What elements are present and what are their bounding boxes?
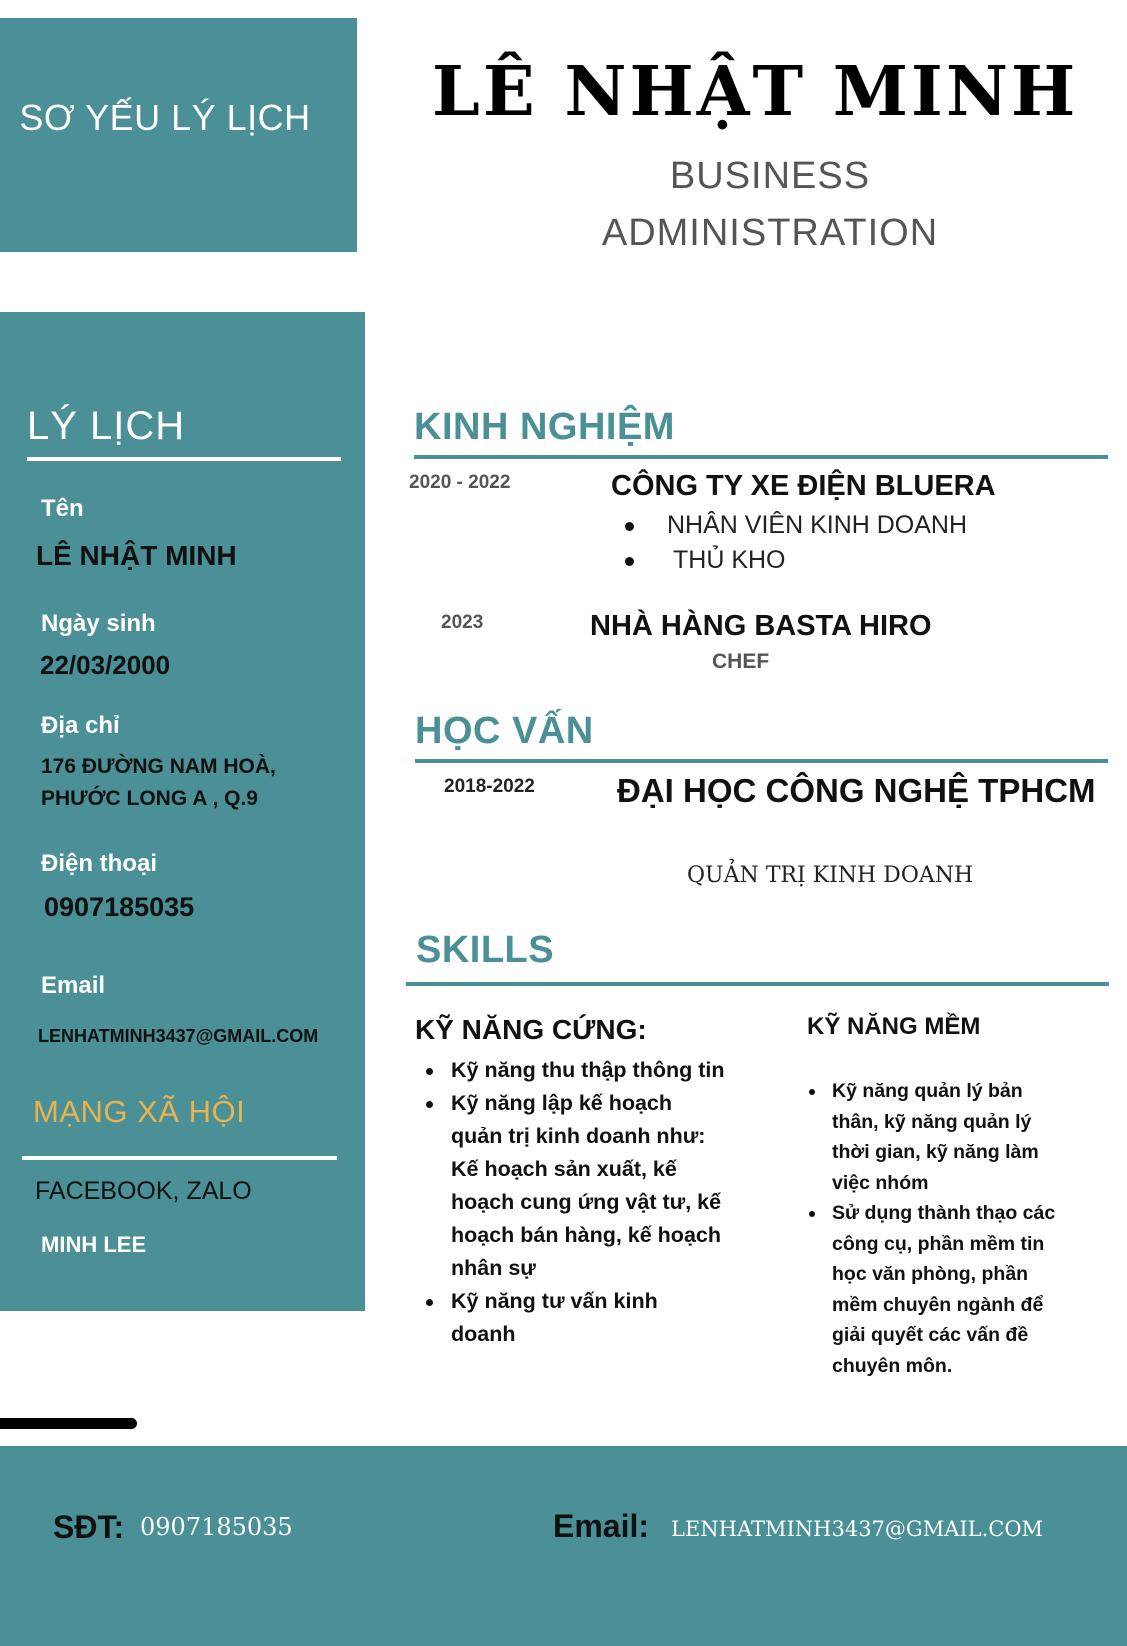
hard-skill-item: Kỹ năng thu thập thông tin (417, 1054, 727, 1087)
experience-1-role: THỦ KHO (625, 543, 967, 578)
soft-skills-title: KỸ NĂNG MỀM (807, 1013, 981, 1040)
social-divider (22, 1156, 337, 1160)
experience-1-role: NHÂN VIÊN KINH DOANH (625, 508, 967, 543)
name-label: Tên (41, 495, 84, 522)
profile-divider (27, 457, 341, 461)
skills-divider (406, 982, 1109, 986)
email-value: LENHATMINH3437@GMAIL.COM (38, 1026, 319, 1046)
phone-label: Điện thoại (41, 850, 158, 877)
footer-email-value: LENHATMINH3437@GMAIL.COM (671, 1517, 1044, 1541)
experience-2-company: NHÀ HÀNG BASTA HIRO (590, 610, 932, 642)
name-value: LÊ NHẬT MINH (36, 540, 237, 571)
experience-1-roles (625, 508, 967, 578)
social-platforms: FACEBOOK, ZALO (35, 1177, 252, 1205)
dob-label: Ngày sinh (41, 610, 156, 637)
education-years: 2018-2022 (444, 776, 535, 797)
experience-1-years: 2020 - 2022 (409, 472, 511, 493)
hard-skills-list (417, 1054, 727, 1351)
skills-title: SKILLS (416, 929, 555, 971)
experience-2-years: 2023 (441, 612, 484, 633)
document-type-title: SƠ YẾU LÝ LỊCH (19, 97, 311, 138)
contact-footer (0, 1446, 1127, 1646)
education-title: HỌC VẤN (415, 710, 594, 752)
footer-phone-label: SĐT: (53, 1509, 125, 1545)
decorative-bar (0, 1418, 137, 1429)
education-major: QUẢN TRỊ KINH DOANH (687, 863, 974, 888)
address-label: Địa chỉ (41, 712, 120, 739)
candidate-name-heading: LÊ NHẬT MINH (432, 52, 1079, 132)
social-title: MẠNG XÃ HỘI (33, 1094, 246, 1129)
education-school: ĐẠI HỌC CÔNG NGHỆ TPHCM (617, 772, 1096, 809)
experience-2-role: CHEF (712, 650, 770, 673)
education-divider (415, 759, 1108, 763)
footer-email-label: Email: (553, 1508, 650, 1544)
dob-value: 22/03/2000 (40, 650, 171, 680)
profile-section-title: LÝ LỊCH (27, 404, 186, 448)
footer-phone-value: 0907185035 (140, 1513, 293, 1541)
profile-sidebar (0, 312, 365, 1311)
hard-skill-item: Kỹ năng tư vấn kinh doanh (417, 1285, 727, 1351)
experience-divider (414, 455, 1108, 459)
phone-value: 0907185035 (44, 892, 195, 922)
social-handle: MINH LEE (41, 1232, 147, 1257)
hard-skills-title: KỸ NĂNG CỨNG: (415, 1014, 647, 1045)
address-line-1: 176 ĐƯỜNG NAM HOÀ, (41, 755, 276, 778)
address-line-2: PHƯỚC LONG A , Q.9 (41, 787, 258, 810)
candidate-role-heading: BUSINESS ADMINISTRATION (601, 155, 939, 254)
soft-skill-item: Kỹ năng quản lý bản thân, kỹ năng quản lý thời gian, kỹ năng làm việc nhóm (806, 1076, 1071, 1198)
title-box (0, 18, 357, 252)
experience-title: KINH NGHIỆM (414, 406, 675, 448)
experience-1-company: CÔNG TY XE ĐIỆN BLUERA (611, 470, 996, 502)
hard-skill-item: Kỹ năng lập kế hoạch quản trị kinh doanh như: Kế hoạch sản xuất, kế hoạch cung ứng vật tư, kế hoạch bán hàng, kế hoạch nhân sự (417, 1087, 727, 1285)
email-label: Email (41, 972, 106, 999)
soft-skills-list (806, 1076, 1071, 1381)
soft-skill-item: Sử dụng thành thạo các công cụ, phần mềm tin học văn phòng, phần mềm chuyên ngành để giải quyết các vấn đề chuyên môn. (806, 1198, 1071, 1381)
